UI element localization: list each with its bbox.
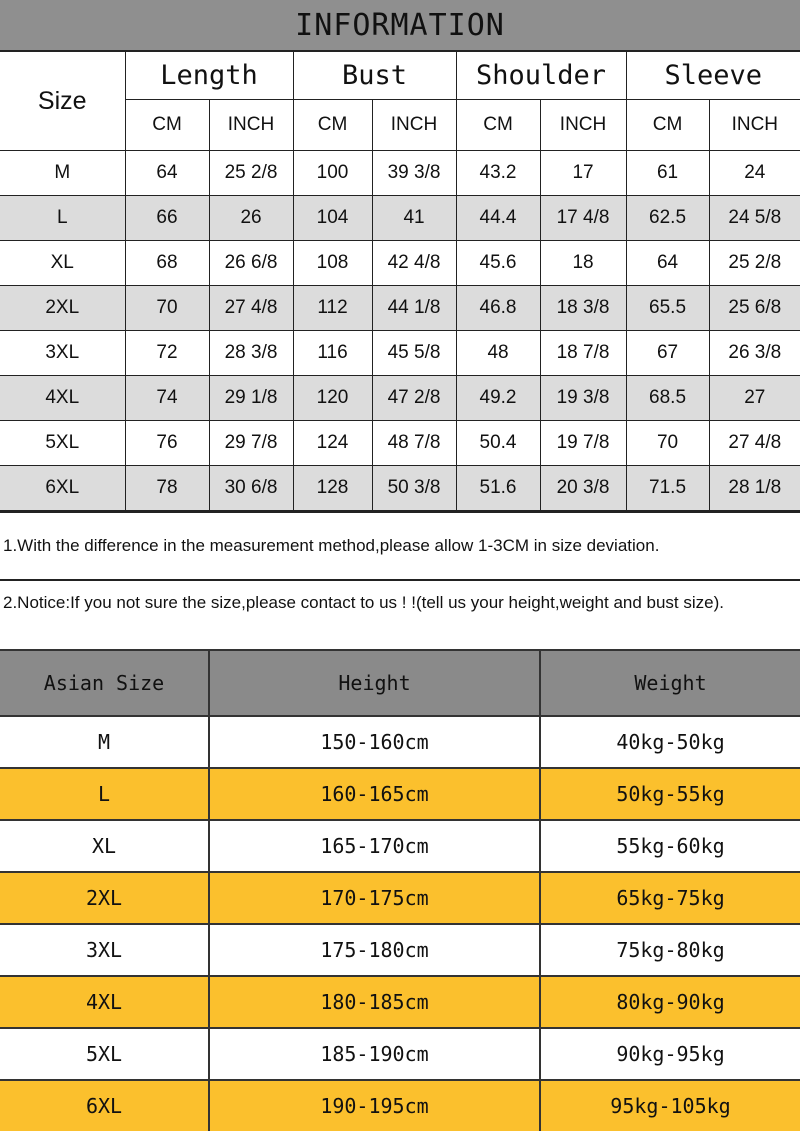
measurement-cell: 70 <box>125 286 209 331</box>
measurement-cell: 64 <box>626 241 709 286</box>
asian-size-header: Asian Size <box>0 650 209 716</box>
measurement-cell: 27 <box>709 376 800 421</box>
asian-size-row <box>0 820 800 872</box>
measurement-cell: 25 2/8 <box>709 241 800 286</box>
divider <box>0 579 800 581</box>
measurement-cell: 24 <box>709 151 800 196</box>
measurement-cell: 26 <box>209 196 293 241</box>
asian-size-row <box>0 1028 800 1080</box>
measurement-cell: 29 7/8 <box>209 421 293 466</box>
size-label-cell: 2XL <box>0 286 125 331</box>
asian-size-row <box>0 976 800 1028</box>
measurement-cell: 17 4/8 <box>540 196 626 241</box>
weight-cell: 75kg-80kg <box>540 924 800 976</box>
measurement-cell: 66 <box>125 196 209 241</box>
weight-cell: 65kg-75kg <box>540 872 800 924</box>
measurement-cell: 44 1/8 <box>372 286 456 331</box>
measurement-cell: 65.5 <box>626 286 709 331</box>
asian-header-row <box>0 650 800 716</box>
length-cm-header: CM <box>125 100 209 151</box>
measurement-cell: 46.8 <box>456 286 540 331</box>
measurement-cell: 116 <box>293 331 372 376</box>
measurement-cell: 61 <box>626 151 709 196</box>
measurement-cell: 68 <box>125 241 209 286</box>
measurement-cell: 128 <box>293 466 372 511</box>
measurement-cell: 43.2 <box>456 151 540 196</box>
size-label-cell: L <box>0 196 125 241</box>
sleeve-inch-header: INCH <box>709 100 800 151</box>
measurement-cell: 39 3/8 <box>372 151 456 196</box>
measurement-cell: 48 7/8 <box>372 421 456 466</box>
height-cell: 170-175cm <box>209 872 540 924</box>
size-label-cell: M <box>0 151 125 196</box>
asian-size-cell: XL <box>0 820 209 872</box>
asian-size-row <box>0 924 800 976</box>
asian-size-cell: L <box>0 768 209 820</box>
asian-size-row <box>0 1080 800 1131</box>
measurement-cell: 18 <box>540 241 626 286</box>
measurement-cell: 45 5/8 <box>372 331 456 376</box>
information-banner <box>0 0 800 52</box>
weight-cell: 95kg-105kg <box>540 1080 800 1131</box>
measurement-cell: 112 <box>293 286 372 331</box>
height-cell: 150-160cm <box>209 716 540 768</box>
measurement-cell: 50.4 <box>456 421 540 466</box>
note-measurement-deviation: 1.With the difference in the measurement method,please allow 1-3CM in size deviation. <box>3 536 660 555</box>
measurement-cell: 49.2 <box>456 376 540 421</box>
sleeve-header: Sleeve <box>626 52 800 100</box>
measurement-cell: 104 <box>293 196 372 241</box>
height-cell: 175-180cm <box>209 924 540 976</box>
asian-size-cell: 2XL <box>0 872 209 924</box>
weight-cell: 50kg-55kg <box>540 768 800 820</box>
size-label-cell: 3XL <box>0 331 125 376</box>
measurement-cell: 26 6/8 <box>209 241 293 286</box>
size-row <box>0 196 800 241</box>
measurement-cell: 120 <box>293 376 372 421</box>
measurement-cell: 27 4/8 <box>709 421 800 466</box>
measurement-cell: 19 7/8 <box>540 421 626 466</box>
shoulder-cm-header: CM <box>456 100 540 151</box>
measurement-cell: 25 2/8 <box>209 151 293 196</box>
size-label-cell: 4XL <box>0 376 125 421</box>
measurement-cell: 19 3/8 <box>540 376 626 421</box>
group-header-row <box>0 52 800 100</box>
size-row <box>0 286 800 331</box>
size-measurement-table <box>0 52 800 511</box>
divider <box>0 511 800 513</box>
size-column-header: Size <box>0 52 125 151</box>
measurement-cell: 26 3/8 <box>709 331 800 376</box>
bust-inch-header: INCH <box>372 100 456 151</box>
length-header: Length <box>125 52 293 100</box>
measurement-cell: 70 <box>626 421 709 466</box>
bust-header: Bust <box>293 52 456 100</box>
size-row <box>0 241 800 286</box>
measurement-cell: 28 1/8 <box>709 466 800 511</box>
measurement-cell: 20 3/8 <box>540 466 626 511</box>
shoulder-header: Shoulder <box>456 52 626 100</box>
note-contact-us: 2.Notice:If you not sure the size,please contact to us ! !(tell us your height,weight and bust size). <box>3 593 724 612</box>
asian-size-cell: 6XL <box>0 1080 209 1131</box>
measurement-cell: 76 <box>125 421 209 466</box>
asian-size-row <box>0 716 800 768</box>
sleeve-cm-header: CM <box>626 100 709 151</box>
measurement-cell: 78 <box>125 466 209 511</box>
height-cell: 160-165cm <box>209 768 540 820</box>
measurement-cell: 67 <box>626 331 709 376</box>
measurement-cell: 18 7/8 <box>540 331 626 376</box>
bust-cm-header: CM <box>293 100 372 151</box>
measurement-cell: 48 <box>456 331 540 376</box>
measurement-cell: 44.4 <box>456 196 540 241</box>
weight-cell: 40kg-50kg <box>540 716 800 768</box>
size-row <box>0 421 800 466</box>
measurement-cell: 30 6/8 <box>209 466 293 511</box>
measurement-cell: 29 1/8 <box>209 376 293 421</box>
asian-size-cell: 3XL <box>0 924 209 976</box>
measurement-cell: 71.5 <box>626 466 709 511</box>
measurement-cell: 24 5/8 <box>709 196 800 241</box>
asian-size-row <box>0 872 800 924</box>
weight-cell: 55kg-60kg <box>540 820 800 872</box>
measurement-cell: 74 <box>125 376 209 421</box>
weight-cell: 80kg-90kg <box>540 976 800 1028</box>
asian-size-row <box>0 768 800 820</box>
weight-header: Weight <box>540 650 800 716</box>
size-label-cell: XL <box>0 241 125 286</box>
height-cell: 185-190cm <box>209 1028 540 1080</box>
asian-size-cell: 5XL <box>0 1028 209 1080</box>
measurement-cell: 64 <box>125 151 209 196</box>
size-label-cell: 6XL <box>0 466 125 511</box>
measurement-cell: 62.5 <box>626 196 709 241</box>
size-row <box>0 151 800 196</box>
size-label-cell: 5XL <box>0 421 125 466</box>
asian-size-cell: 4XL <box>0 976 209 1028</box>
measurement-cell: 41 <box>372 196 456 241</box>
measurement-cell: 45.6 <box>456 241 540 286</box>
measurement-cell: 18 3/8 <box>540 286 626 331</box>
height-cell: 190-195cm <box>209 1080 540 1131</box>
measurement-cell: 72 <box>125 331 209 376</box>
measurement-cell: 50 3/8 <box>372 466 456 511</box>
shoulder-inch-header: INCH <box>540 100 626 151</box>
measurement-cell: 17 <box>540 151 626 196</box>
size-row <box>0 331 800 376</box>
measurement-cell: 68.5 <box>626 376 709 421</box>
measurement-cell: 124 <box>293 421 372 466</box>
height-cell: 165-170cm <box>209 820 540 872</box>
measurement-cell: 28 3/8 <box>209 331 293 376</box>
measurement-cell: 25 6/8 <box>709 286 800 331</box>
measurement-cell: 51.6 <box>456 466 540 511</box>
measurement-cell: 27 4/8 <box>209 286 293 331</box>
weight-cell: 90kg-95kg <box>540 1028 800 1080</box>
measurement-cell: 108 <box>293 241 372 286</box>
asian-size-table <box>0 649 800 1131</box>
height-header: Height <box>209 650 540 716</box>
height-cell: 180-185cm <box>209 976 540 1028</box>
size-row <box>0 376 800 421</box>
length-inch-header: INCH <box>209 100 293 151</box>
asian-size-cell: M <box>0 716 209 768</box>
measurement-cell: 100 <box>293 151 372 196</box>
measurement-cell: 47 2/8 <box>372 376 456 421</box>
banner-title: INFORMATION <box>295 7 505 43</box>
measurement-cell: 42 4/8 <box>372 241 456 286</box>
size-row <box>0 466 800 511</box>
